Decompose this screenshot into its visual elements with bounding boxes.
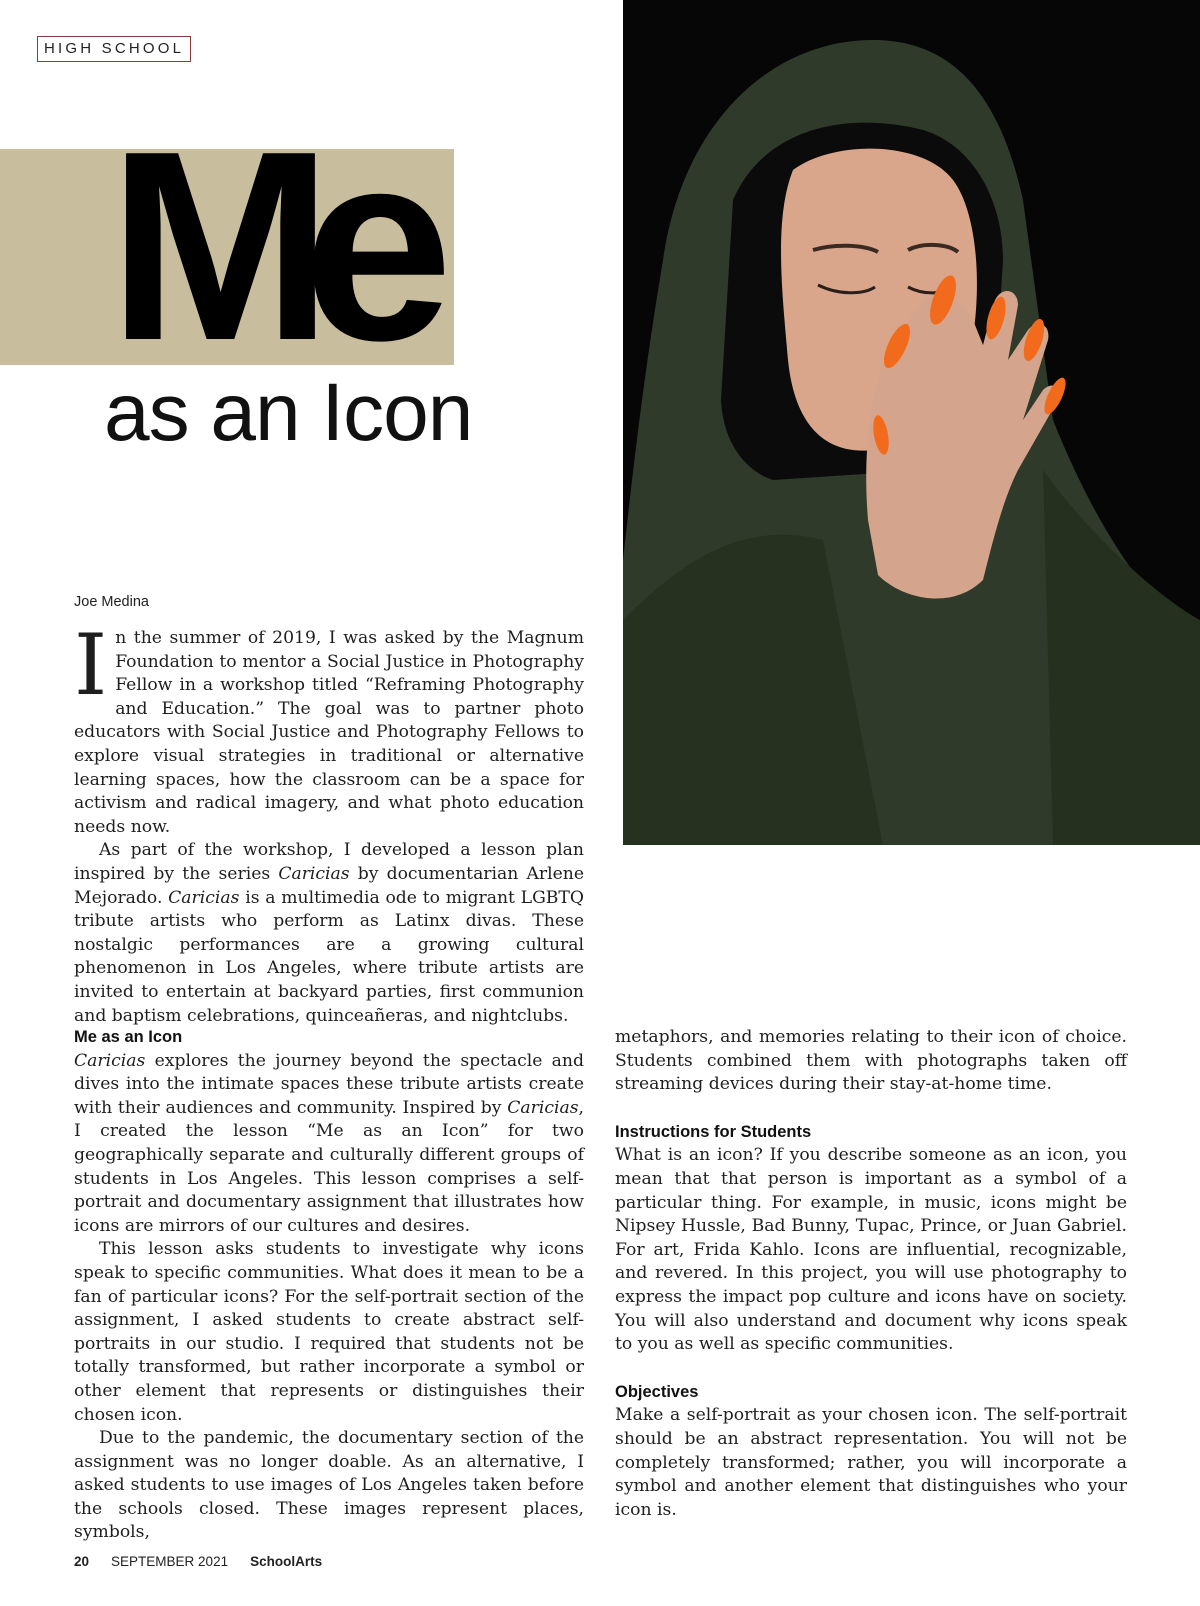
me-as-icon-paragraph-3: Due to the pandemic, the documentary section of the assignment was no longer doable. As an alternative, I asked students to use images of Los Angeles taken before the schools closed. These images represent places, symbols, [74, 1428, 584, 1543]
right-column [615, 1026, 1127, 1522]
section-heading-objectives: Objectives [615, 1382, 699, 1401]
me-as-icon-paragraph-1: Caricias explores the journey beyond the spectacle and dives into the intimate spaces these tribute artists create with their audiences and community. Inspired by Caricias, I created the lesson “Me as an Icon” for two geographically separate and culturally different groups of students in Los Angeles. This lesson comprises a self-portrait and documentary assignment that illustrates how icons are mirrors of our cultures and desires. [74, 1050, 584, 1236]
page-number: 20 [74, 1554, 90, 1569]
page-footer [74, 1554, 344, 1569]
me-as-icon-paragraph-3-continued: metaphors, and memories relating to their icon of choice. Students combined them with photographs taken off streaming devices during their stay-at-home time. [615, 1027, 1127, 1095]
byline: Joe Medina [74, 594, 149, 610]
me-as-icon-paragraph-2: This lesson asks students to investigate why icons speak to specific communities. What does it mean to be a fan of particular icons? For the self-portrait section of the assignment, I asked students to create abstract self-portraits in our studio. I required that students not be totally transformed, but rather incorporate a symbol or other element that represents or distinguishes their chosen icon. [74, 1239, 584, 1425]
magazine-name: SchoolArts [250, 1554, 323, 1569]
left-column [74, 1026, 584, 1545]
section-heading-me-as-an-icon: Me as an Icon [74, 1028, 183, 1046]
section-heading-instructions: Instructions for Students [615, 1122, 812, 1141]
objectives-paragraph: Make a self-portrait as your chosen icon. The self-portrait should be an abstract representation. You will not be completely transformed; rather, you will incorporate a symbol and another element that distinguishes who your icon is. [615, 1405, 1127, 1520]
page-title: Me [108, 96, 424, 397]
intro-paragraph-1: In the summer of 2019, I was asked by the Magnum Foundation to mentor a Social Justice in Photography Fellow in a workshop titled “Reframing Photography and Education.” The goal was to partner photo educators with Social Justice and Photography Fellows to explore visual strategies in traditional or alternative learning spaces, how the classroom can be a space for activism and radical imagery, and what photo education needs now. [74, 616, 584, 837]
issue-date: SEPTEMBER 2021 [111, 1554, 229, 1569]
drop-cap: I [74, 616, 108, 714]
portrait-photo [623, 0, 1200, 845]
intro-paragraph-2: As part of the workshop, I developed a lesson plan inspired by the series Caricias by documentarian Arlene Mejorado. Caricias is a multimedia ode to migrant LGBTQ tribute artists who perform as Latinx divas. These nostalgic performances are a growing cultural phenomenon in Los Angeles, where tribute artists are invited to entertain at backyard parties, first communion and baptism celebrations, quinceañeras, and nightclubs. [74, 840, 584, 1026]
intro-column [74, 616, 584, 1028]
section-tag: HIGH SCHOOL [37, 36, 191, 62]
page-subtitle: as an Icon [104, 367, 473, 458]
instructions-paragraph: What is an icon? If you describe someone as an icon, you mean that that person is important as a symbol of a particular thing. For example, in music, icons might be Nipsey Hussle, Bad Bunny, Tupac, Prince, or Juan Gabriel. For art, Frida Kahlo. Icons are influential, recognizable, and revered. In this project, you will use photography to express the impact pop culture and icons have on society. You will also understand and document why icons speak to you as well as specific communities. [615, 1145, 1127, 1355]
